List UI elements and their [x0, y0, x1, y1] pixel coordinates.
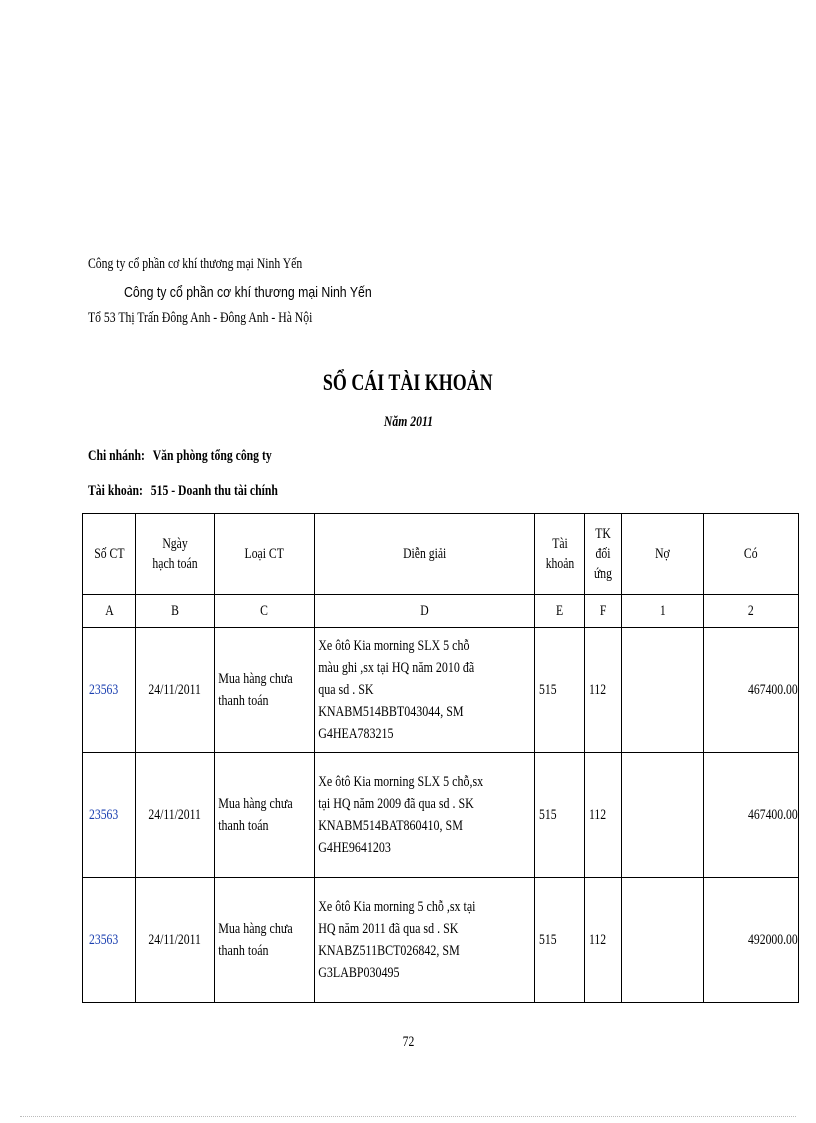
debit-amount: [622, 628, 704, 753]
contra-account-code: 112: [585, 878, 622, 1003]
page-bottom-divider: [20, 1116, 796, 1117]
description: Xe ôtô Kia morning 5 chỗ ,sx tại HQ năm 2011 đã qua sd . SK KNABZ511BCT026842, SM G3LABP030495: [315, 878, 535, 1003]
description: Xe ôtô Kia morning SLX 5 chỗ màu ghi ,sx tại HQ năm 2010 đã qua sd . SK KNABM514BBT043044, SM G4HEA783215: [315, 628, 535, 753]
branch-label: Chi nhánh:: [88, 448, 145, 464]
page-number: 72: [402, 1034, 414, 1050]
column-code: A: [83, 595, 136, 628]
credit-amount: 467400.00: [704, 628, 799, 753]
account-code: 515: [535, 753, 585, 878]
report-title: SỔ CÁI TÀI KHOẢN: [323, 370, 493, 395]
account-info: [88, 483, 331, 500]
account-code: 515: [535, 878, 585, 1003]
company-address: Tổ 53 Thị Trấn Đông Anh - Đông Anh - Hà Nội: [88, 310, 313, 326]
header-date: Ngày hạch toán: [136, 514, 215, 595]
doc-type: Mua hàng chưa thanh toán: [215, 753, 315, 878]
column-code: 1: [622, 595, 704, 628]
account-label: Tài khoản:: [88, 483, 143, 499]
contra-account-code: 112: [585, 628, 622, 753]
header-description: Diễn giải: [315, 514, 535, 595]
doc-number-link[interactable]: 23563: [83, 878, 136, 1003]
table-row: [83, 628, 799, 753]
header-contra-account: TK đối ứng: [585, 514, 622, 595]
header-account: Tài khoản: [535, 514, 585, 595]
table-row: [83, 878, 799, 1003]
column-code: C: [215, 595, 315, 628]
ledger-table: [82, 513, 799, 1003]
column-code: B: [136, 595, 215, 628]
report-period: Năm 2011: [383, 414, 433, 430]
column-code: F: [585, 595, 622, 628]
table-row: [83, 753, 799, 878]
header-doc-no: Số CT: [83, 514, 136, 595]
header-debit: Nợ: [622, 514, 704, 595]
contra-account-code: 112: [585, 753, 622, 878]
description: Xe ôtô Kia morning SLX 5 chỗ,sx tại HQ năm 2009 đã qua sd . SK KNABM514BAT860410, SM G4HE9641203: [315, 753, 535, 878]
debit-amount: [622, 878, 704, 1003]
column-code: 2: [704, 595, 799, 628]
credit-amount: 492000.00: [704, 878, 799, 1003]
posting-date: 24/11/2011: [136, 878, 215, 1003]
column-code: D: [315, 595, 535, 628]
posting-date: 24/11/2011: [136, 628, 215, 753]
debit-amount: [622, 753, 704, 878]
account-code: 515: [535, 628, 585, 753]
doc-type: Mua hàng chưa thanh toán: [215, 628, 315, 753]
branch-value: Văn phòng tổng công ty: [152, 448, 272, 464]
header-credit: Có: [704, 514, 799, 595]
column-code-row: [83, 595, 799, 628]
doc-number-link[interactable]: 23563: [83, 753, 136, 878]
posting-date: 24/11/2011: [136, 753, 215, 878]
column-code: E: [535, 595, 585, 628]
table-header-row: [83, 514, 799, 595]
doc-number-link[interactable]: 23563: [83, 628, 136, 753]
header-doc-type: Loại CT: [215, 514, 315, 595]
doc-type: Mua hàng chưa thanh toán: [215, 878, 315, 1003]
company-name-line1: Công ty cổ phần cơ khí thương mại Ninh Yến: [88, 256, 303, 272]
branch-info: [88, 448, 324, 465]
credit-amount: 467400.00: [704, 753, 799, 878]
company-name-line2: Công ty cổ phần cơ khí thương mại Ninh Yến: [124, 284, 372, 301]
account-value: 515 - Doanh thu tài chính: [150, 483, 278, 499]
